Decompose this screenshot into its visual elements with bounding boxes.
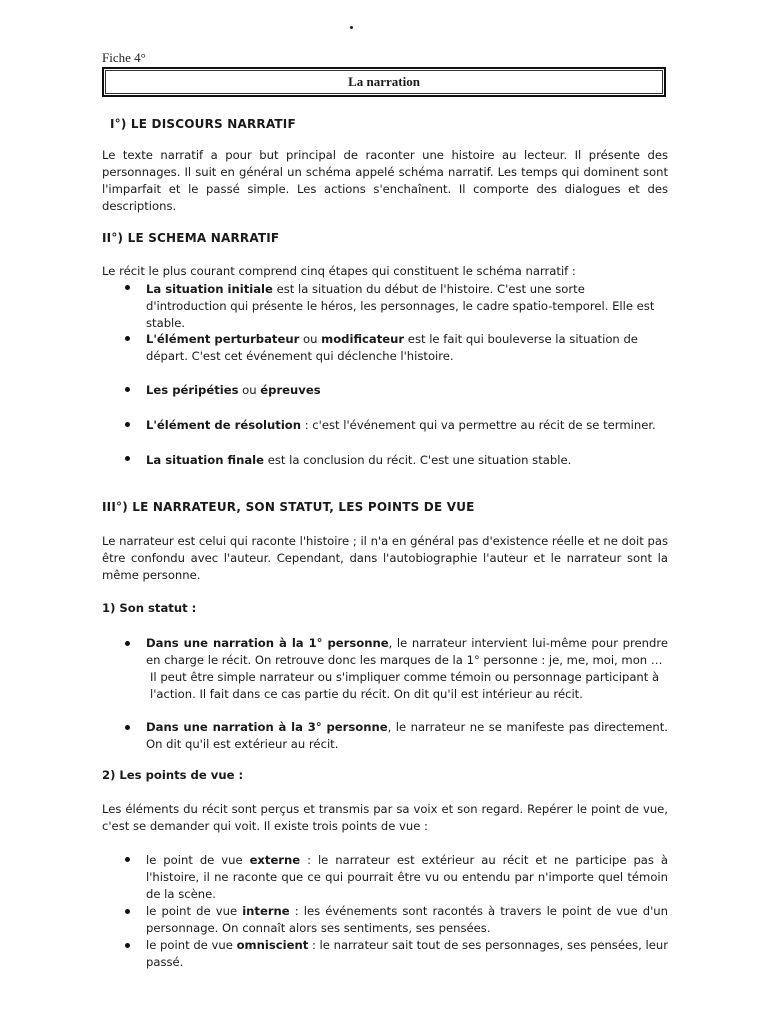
list-item-text: est la situation du début de l'histoire. C'est une sorte d'introduction qui présente le héros, les personnages, le cadre spatio-temporel. Elle est stable. — [146, 282, 655, 330]
statut-heading: 1) Son statut : — [102, 601, 197, 615]
list-item — [146, 452, 668, 469]
bullet — [125, 456, 130, 461]
section-1-heading: I°) LE DISCOURS NARRATIF — [110, 117, 296, 131]
list-item-text: : le narrateur sait tout de ses personnages, ses pensées, leur passé. — [146, 938, 669, 969]
bullet — [125, 909, 130, 914]
list-item-term: La situation finale — [146, 453, 265, 467]
list-item-prefix: le point de vue — [146, 904, 243, 918]
list-item — [146, 331, 668, 365]
list-item — [146, 635, 668, 669]
fiche-label: Fiche 4° — [102, 50, 146, 65]
title-box — [102, 67, 666, 97]
section-3-heading: III°) LE NARRATEUR, SON STATUT, LES POINTS DE VUE — [102, 500, 475, 514]
section-1-paragraph: Le texte narratif a pour but principal de raconter une histoire au lecteur. Il présente des personnages. Il suit en général un schéma appelé schéma narratif. Les temps qui dominent sont l'imparfait et le passé simple. Les actions s'enchaînent. Il comporte des dialogues et des descriptions. — [102, 148, 668, 213]
list-item-term: Dans une narration à la 3° personne — [146, 720, 388, 734]
list-item-text: : le narrateur est extérieur au récit et ne participe pas à l'histoire, il ne raconte que ce qui pourrait être vu ou entendu par n'importe quel témoin de la scène. — [146, 853, 668, 901]
list-item-text: est le fait qui bouleverse la situation de départ. C'est cet événement qui déclenche l'histoire. — [146, 332, 638, 363]
list-item — [146, 281, 668, 332]
scan-speck — [350, 26, 353, 29]
list-item-term: externe — [249, 853, 301, 867]
list-item-text: : les événements sont racontés à travers le point de vue d'un personnage. On connaît alors ses sentiments, ses pensées. — [146, 904, 669, 935]
list-item — [146, 719, 668, 753]
list-item-term: L'élément de résolution — [146, 418, 302, 432]
list-item-connector: ou — [238, 383, 261, 397]
bullet — [125, 641, 130, 646]
list-item-term-2: modificateur — [321, 332, 405, 346]
points-heading: 2) Les points de vue : — [102, 768, 244, 782]
list-item-text: , le narrateur intervient lui-même pour prendre en charge le récit. On retrouve donc les marques de la 1° personne : je, me, moi, mon … — [146, 636, 668, 667]
points-intro: Les éléments du récit sont perçus et transmis par sa voix et son regard. Repérer le point de vue, c'est se demander qui voit. Il existe trois points de vue : — [102, 802, 668, 833]
list-item-connector: ou — [299, 332, 322, 346]
list-item — [146, 382, 668, 399]
bullet — [125, 387, 130, 392]
list-item-term-2: épreuves — [260, 383, 321, 397]
page-title: La narration — [348, 74, 420, 89]
bullet — [125, 857, 130, 862]
list-item-prefix: le point de vue — [146, 938, 237, 952]
list-item — [146, 903, 668, 937]
bullet — [125, 422, 130, 427]
list-item-text: , le narrateur ne se manifeste pas directement. On dit qu'il est extérieur au récit. — [146, 720, 668, 751]
list-item-term: Dans une narration à la 1° personne — [146, 636, 389, 650]
list-item — [146, 417, 668, 434]
list-item-text: : c'est l'événement qui va permettre au récit de se terminer. — [301, 418, 656, 432]
section-2-heading: II°) LE SCHEMA NARRATIF — [102, 231, 280, 245]
section-3-paragraph: Le narrateur est celui qui raconte l'histoire ; il n'a en général pas d'existence réelle et ne doit pas être confondu avec l'auteur. Cependant, dans l'autobiographie l'auteur et le narrateur sont la même personne. — [102, 534, 668, 582]
list-item — [146, 937, 668, 971]
list-item-term: Les péripéties — [146, 383, 239, 397]
section-2-intro: Le récit le plus courant comprend cinq étapes qui constituent le schéma narratif : — [102, 264, 576, 278]
list-item-term: omniscient — [236, 938, 309, 952]
list-item-term: L'élément perturbateur — [146, 332, 300, 346]
bullet — [125, 285, 130, 290]
list-item — [146, 852, 668, 903]
bullet — [125, 725, 130, 730]
list-item-continuation: Il peut être simple narrateur ou s'impliquer comme témoin ou personnage participant à l'action. Il fait dans ce cas partie du récit. On dit qu'il est intérieur au récit. — [150, 670, 660, 701]
list-item-text: est la conclusion du récit. C'est une situation stable. — [264, 453, 572, 467]
list-item-term: interne — [242, 904, 290, 918]
list-item-term: La situation initiale — [146, 282, 273, 296]
bullet — [125, 943, 130, 948]
list-item-prefix: le point de vue — [146, 853, 250, 867]
bullet — [125, 336, 130, 341]
